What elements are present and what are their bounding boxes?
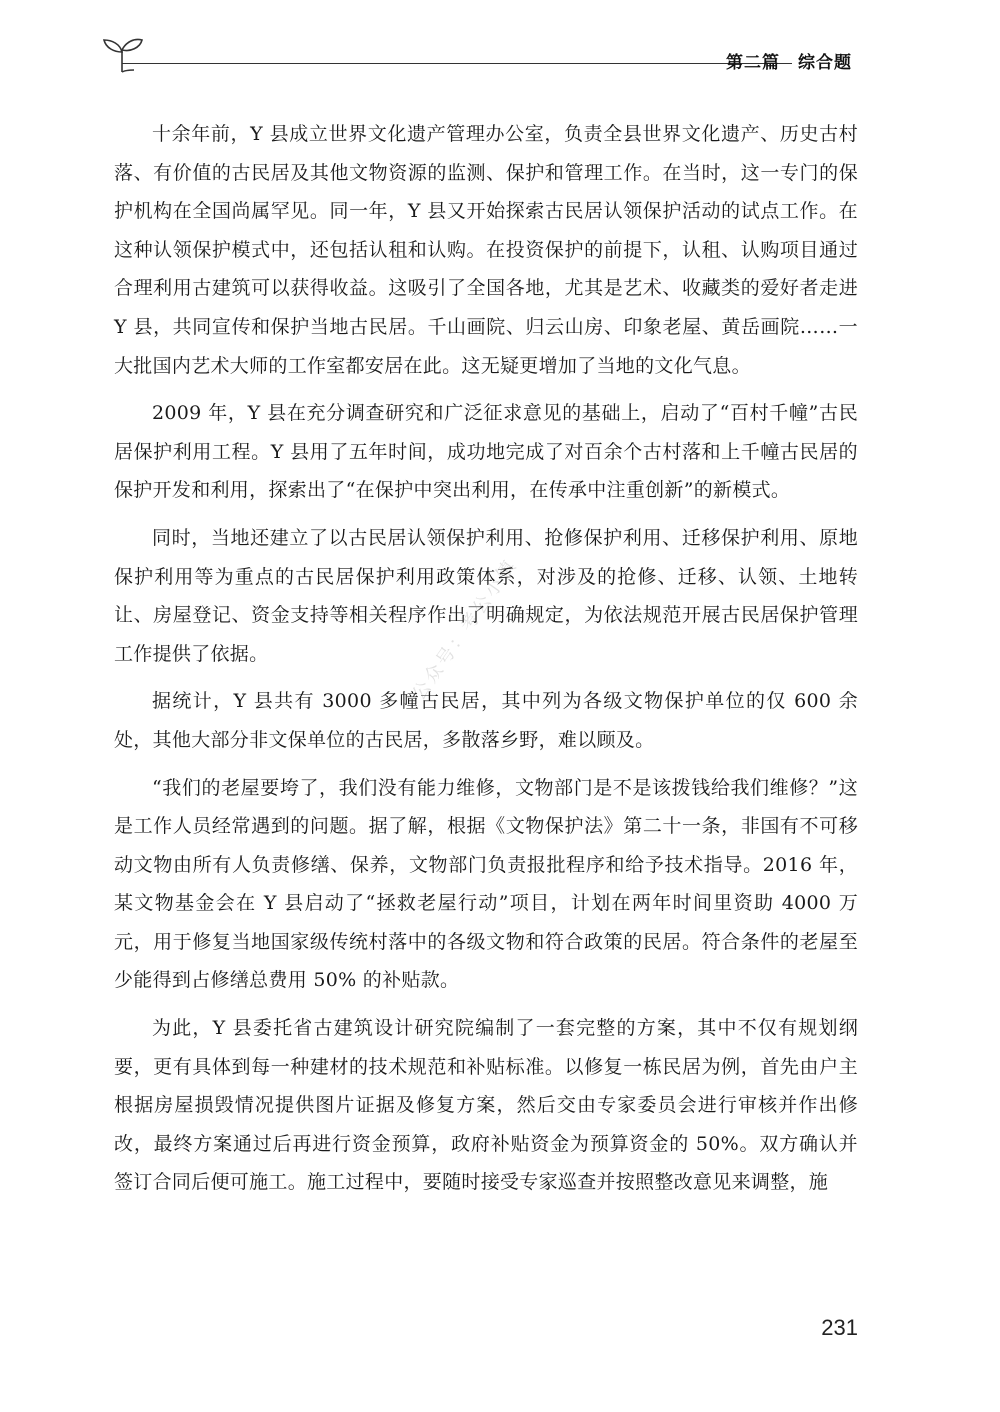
header-title — [726, 48, 852, 73]
part-label: 第二篇 — [726, 53, 780, 73]
paragraph: 十余年前，Y 县成立世界文化遗产管理办公室，负责全县世界文化遗产、历史古村落、有价值的古民居及其他文物资源的监测、保护和管理工作。在当时，这一专门的保护机构在全国尚属罕见。同一年，Y 县又开始探索古民居认领保护活动的试点工作。在这种认领保护模式中，还包括认租和认购。在投资保护的前提下，认租、认购项目通过合理利用古建筑可以获得收益。这吸引了全国各地，尤其是艺术、收藏类的爱好者走进 Y 县，共同宣传和保护当地古民居。千山画院、归云山房、印象老屋、黄岳画院……一大批国内艺术大师的工作室都安居在此。这无疑更增加了当地的文化气息。 — [114, 123, 858, 377]
paragraph: 为此，Y 县委托省古建筑设计研究院编制了一套完整的方案，其中不仅有规划纲要，更有具体到每一种建材的技术规范和补贴标准。以修复一栋民居为例，首先由户主根据房屋损毁情况提供图片证据及修复方案，然后交由专家委员会进行审核并作出修改，最终方案通过后再进行资金预算，政府补贴资金为预算资金的 50%。双方确认并签订合同后便可施工。施工过程中，要随时接受专家巡查并按照整改意见来调整，施 — [114, 1017, 858, 1194]
header-rule — [122, 63, 792, 64]
paragraph: 据统计，Y 县共有 3000 多幢古民居，其中列为各级文物保护单位的仅 600 余处，其他大部分非文保单位的古民居，多散落乡野，难以顾及。 — [114, 690, 858, 751]
section-label: 综合题 — [798, 53, 852, 73]
paragraph: “我们的老屋要垮了，我们没有能力维修，文物部门是不是该拨钱给我们维修？”这是工作人员经常遇到的问题。据了解，根据《文物保护法》第二十一条，非国有不可移动文物由所有人负责修缮、保养，文物部门负责报批程序和给予技术指导。2016 年，某文物基金会在 Y 县启动了“拯救老屋行动”项目，计划在两年时间里资助 4000 万元，用于修复当地国家级传统村落中的各级文物和符合政策的民居。符合条件的老屋至少能得到占修缮总费用 50% 的补贴款。 — [114, 776, 858, 992]
paragraph: 2009 年，Y 县在充分调查研究和广泛征求意见的基础上，启动了“百村千幢”古民居保护利用工程。Y 县用了五年时间，成功地完成了对百余个古村落和上千幢古民居的保护开发和利用，探索出了“在保护中突出利用，在传承中注重创新”的新模式。 — [114, 402, 858, 502]
sprout-icon — [100, 34, 146, 74]
body-text — [114, 115, 858, 1211]
page-header — [100, 30, 860, 80]
paragraph: 同时，当地还建立了以古民居认领保护利用、抢修保护利用、迁移保护利用、原地保护利用等为重点的古民居保护利用政策体系，对涉及的抢修、迁移、认领、土地转让、房屋登记、资金支持等相关程序作出了明确规定，为依法规范开展古民居保护管理工作提供了依据。 — [114, 526, 858, 665]
watermark: 公众号：考公小镇 — [408, 554, 522, 705]
page-number: 231 — [821, 1315, 858, 1340]
